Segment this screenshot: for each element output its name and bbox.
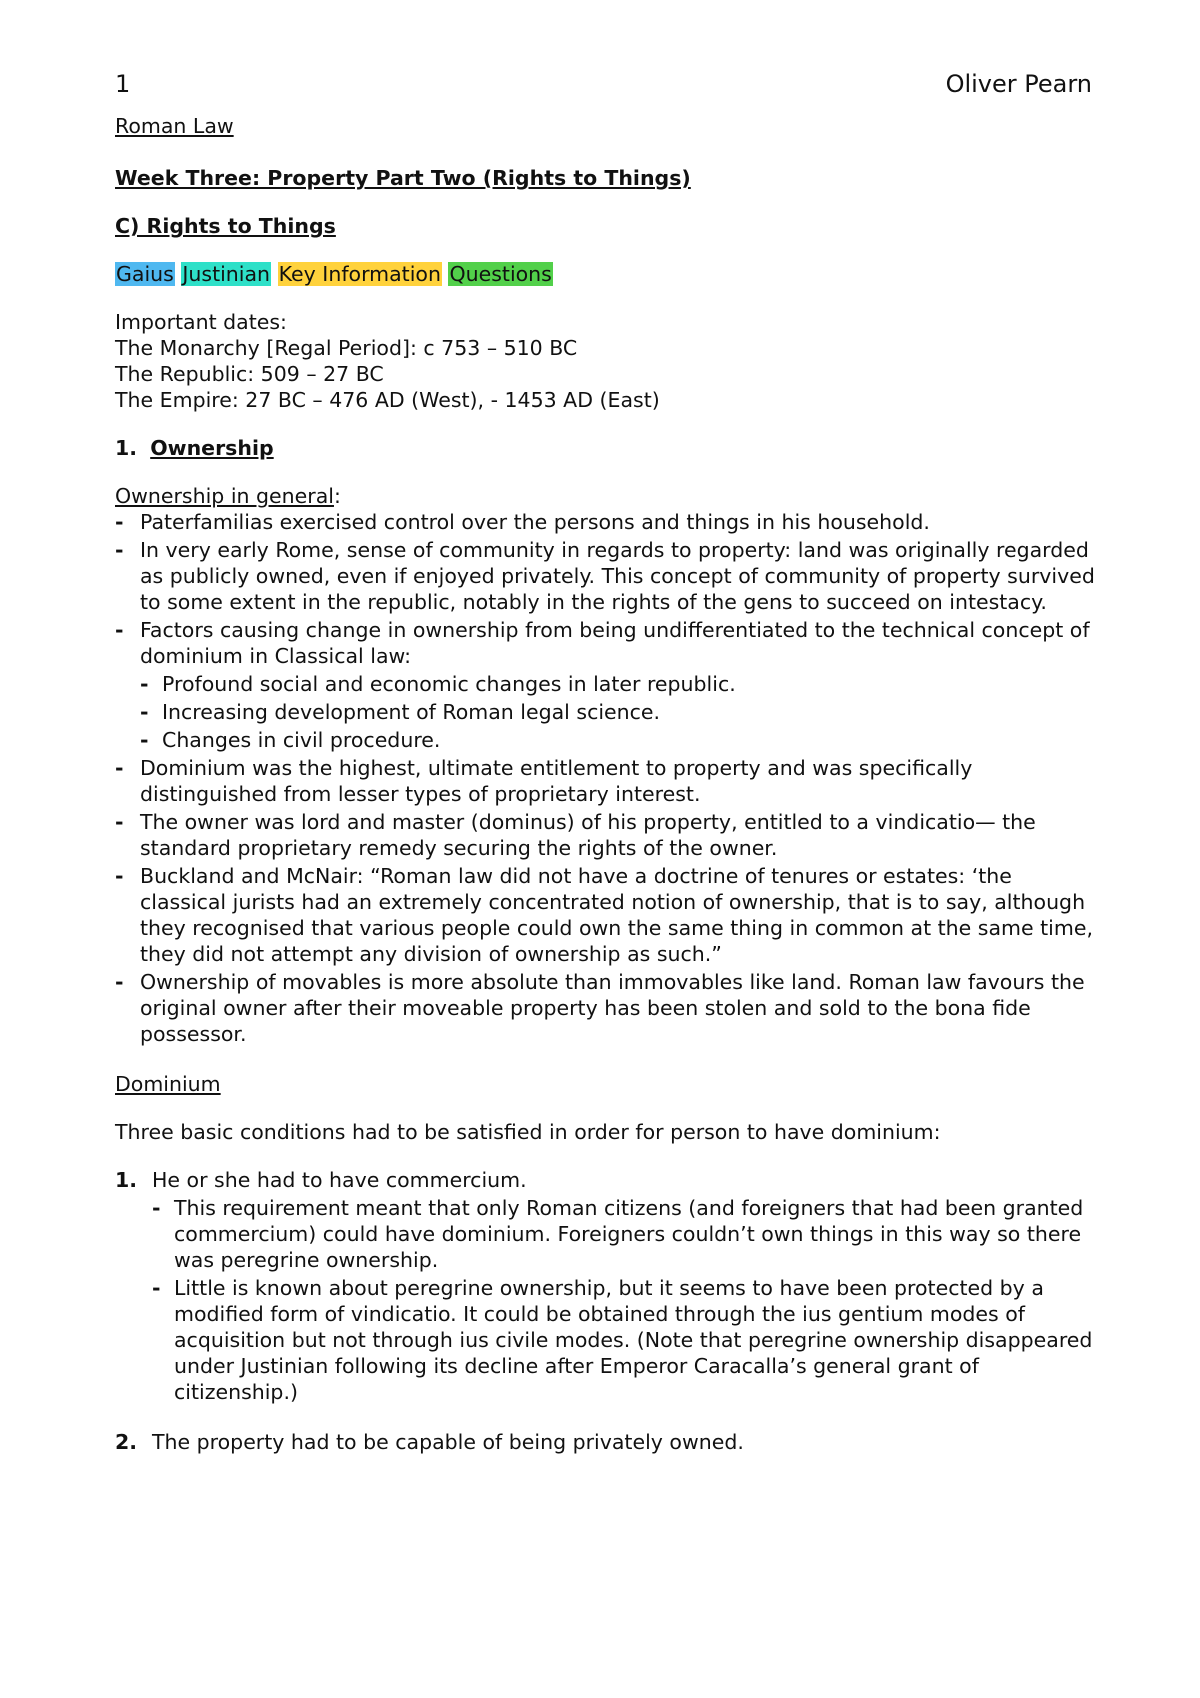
author-name: Oliver Pearn — [945, 70, 1092, 98]
list-item: - Ownership of movables is more absolute than immovables like land. Roman law favours the original owner after their moveable property has been stolen and sold to the bona fide possessor. — [115, 969, 1100, 1047]
document-body — [115, 113, 1100, 1455]
condition-text: He or she had to have commercium. — [152, 1168, 527, 1192]
list-item: - The owner was lord and master (dominus) of his property, entitled to a vindicatio— the standard proprietary remedy securing the rights of the owner. — [115, 809, 1100, 861]
ownership-general-colon: : — [333, 484, 341, 508]
list-item — [115, 617, 1100, 753]
list-item-text: Factors causing change in ownership from being undifferentiated to the technical concept of dominium in Classical law: — [140, 618, 1090, 668]
condition-number: 2. — [115, 1430, 138, 1454]
date-republic: The Republic: 509 – 27 BC — [115, 362, 384, 386]
color-legend — [115, 261, 1100, 287]
condition-item — [115, 1429, 1100, 1455]
section-heading: C) Rights to Things — [115, 214, 336, 238]
list-item: - Dominium was the highest, ultimate entitlement to property and was specifically distinguished from lesser types of proprietary interest. — [115, 755, 1100, 807]
legend-questions: Questions — [449, 262, 552, 286]
date-empire: The Empire: 27 BC – 476 AD (West), - 1453 AD (East) — [115, 388, 660, 412]
condition-text: The property had to be capable of being privately owned. — [152, 1430, 744, 1454]
condition-subpoints — [152, 1195, 1100, 1405]
ownership-general-label: Ownership in general — [115, 484, 334, 508]
condition-item — [115, 1167, 1100, 1405]
legend-key-information: Key Information — [278, 262, 441, 286]
list-item: - Increasing development of Roman legal science. — [140, 699, 1100, 725]
ownership-heading — [115, 435, 1100, 461]
ownership-general-heading — [115, 483, 1100, 509]
factors-list — [140, 671, 1100, 753]
dominium-heading: Dominium — [115, 1072, 221, 1096]
list-item: - Buckland and McNair: “Roman law did not have a doctrine of tenures or estates: ‘the classical jurists had an extremely concentrated notion of ownership, that is to say, although they recognised that various people could own the same thing in common at the same time, they did not attempt any division of ownership as such.” — [115, 863, 1100, 967]
dates-heading: Important dates: — [115, 310, 287, 334]
list-item: - Changes in civil procedure. — [140, 727, 1100, 753]
week-heading: Week Three: Property Part Two (Rights to Things) — [115, 166, 691, 190]
list-item: - In very early Rome, sense of community in regards to property: land was originally regarded as publicly owned, even if enjoyed privately. This concept of community of property survived to some extent in the republic, notably in the rights of the gens to succeed on intestacy. — [115, 537, 1100, 615]
dominium-intro: Three basic conditions had to be satisfied in order for person to have dominium: — [115, 1120, 941, 1144]
list-item: - This requirement meant that only Roman citizens (and foreigners that had been granted commercium) could have dominium. Foreigners couldn’t own things in this way so there was peregrine ownership. — [152, 1195, 1100, 1273]
conditions-list — [115, 1167, 1100, 1455]
list-item: - Little is known about peregrine ownership, but it seems to have been protected by a modified form of vindicatio. It could be obtained through the ius gentium modes of acquisition but not through ius civile modes. (Note that peregrine ownership disappeared under Justinian following its decline after Emperor Caracalla’s general grant of citizenship.) — [152, 1275, 1100, 1405]
legend-gaius: Gaius — [116, 262, 174, 286]
condition-number: 1. — [115, 1168, 138, 1192]
doc-title: Roman Law — [115, 114, 234, 138]
ownership-title: Ownership — [150, 436, 274, 460]
important-dates — [115, 309, 1100, 413]
page-number: 1 — [115, 70, 131, 98]
date-monarchy: The Monarchy [Regal Period]: c 753 – 510 BC — [115, 336, 578, 360]
ownership-number: 1. — [115, 436, 138, 460]
list-item: - Paterfamilias exercised control over the persons and things in his household. — [115, 509, 1100, 535]
list-item: - Profound social and economic changes in later republic. — [140, 671, 1100, 697]
ownership-bullets — [115, 509, 1100, 1047]
legend-justinian: Justinian — [182, 262, 271, 286]
